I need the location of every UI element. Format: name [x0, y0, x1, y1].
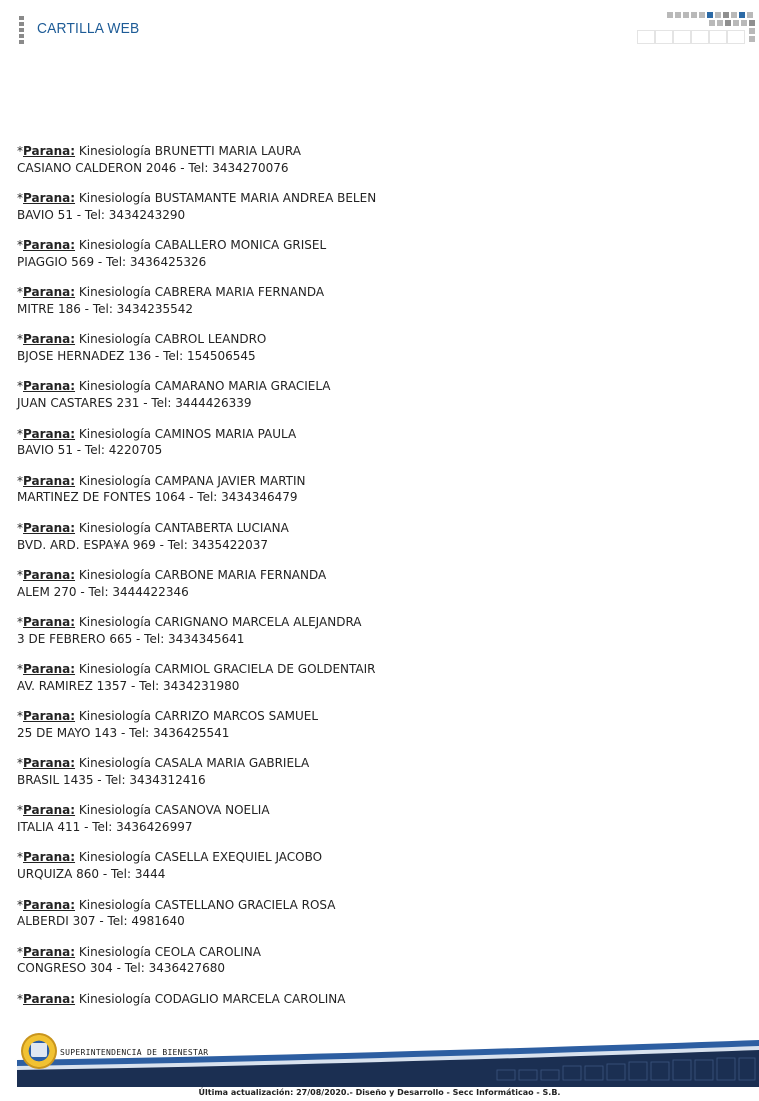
- header-accent-bar: [19, 16, 24, 46]
- provider-city: Parana:: [23, 379, 76, 394]
- provider-heading: [17, 849, 737, 866]
- entry-bullet: *: [17, 709, 23, 724]
- entry-bullet: *: [17, 238, 23, 253]
- provider-name: Kinesiología CASTELLANO GRACIELA ROSA: [78, 897, 336, 912]
- provider-address: BVD. ARD. ESPA¥A 969 - Tel: 3435422037: [17, 537, 268, 552]
- page-title: CARTILLA WEB: [37, 20, 140, 37]
- provider-entry: [17, 614, 737, 661]
- provider-entry: [17, 520, 737, 567]
- provider-name: Kinesiología CAMPANA JAVIER MARTIN: [78, 473, 306, 488]
- provider-name: Kinesiología CARIGNANO MARCELA ALEJANDRA: [78, 614, 362, 629]
- provider-heading: [17, 944, 737, 961]
- provider-city: Parana:: [23, 850, 76, 865]
- provider-name: Kinesiología CABROL LEANDRO: [78, 332, 267, 347]
- corner-outline: [709, 30, 727, 44]
- corner-square: [723, 12, 729, 18]
- provider-name: Kinesiología BRUNETTI MARIA LAURA: [78, 144, 301, 158]
- provider-address: 3 DE FEBRERO 665 - Tel: 3434345641: [17, 631, 245, 646]
- entry-bullet: *: [17, 850, 23, 865]
- provider-name: Kinesiología CASALA MARIA GABRIELA: [78, 756, 310, 771]
- corner-square: [691, 12, 697, 18]
- provider-entry: [17, 378, 737, 425]
- corner-square: [683, 12, 689, 18]
- provider-heading: [17, 143, 737, 160]
- entry-bullet: *: [17, 803, 23, 818]
- provider-address: MITRE 186 - Tel: 3434235542: [17, 302, 194, 317]
- provider-name: Kinesiología CODAGLIO MARCELA CAROLINA: [78, 991, 346, 1006]
- corner-square: [747, 12, 753, 18]
- provider-city: Parana:: [23, 285, 76, 300]
- provider-address: AV. RAMIREZ 1357 - Tel: 3434231980: [17, 678, 240, 693]
- provider-city: Parana:: [23, 709, 76, 724]
- provider-entry: [17, 802, 737, 849]
- corner-square: [739, 12, 745, 18]
- provider-city: Parana:: [23, 426, 76, 441]
- provider-address: BAVIO 51 - Tel: 3434243290: [17, 207, 186, 222]
- page-header: [0, 0, 759, 60]
- provider-city: Parana:: [23, 520, 76, 535]
- entry-bullet: *: [17, 756, 23, 771]
- last-update-note: Última actualización: 27/08/2020.- Diseño y Desarrollo - Secc Informáticao - S.B.: [198, 1088, 561, 1097]
- entry-bullet: *: [17, 473, 23, 488]
- provider-name: Kinesiología CASANOVA NOELIA: [78, 803, 270, 818]
- entry-bullet: *: [17, 567, 23, 582]
- provider-address: URQUIZA 860 - Tel: 3444: [17, 867, 166, 882]
- corner-square: [741, 20, 747, 26]
- provider-entry: [17, 473, 737, 520]
- provider-heading: [17, 708, 737, 725]
- provider-address: ALBERDI 307 - Tel: 4981640: [17, 914, 185, 929]
- provider-address: JUAN CASTARES 231 - Tel: 3444426339: [17, 396, 252, 411]
- provider-address: BAVIO 51 - Tel: 4220705: [17, 443, 163, 458]
- provider-entry: [17, 190, 737, 237]
- entry-bullet: *: [17, 944, 23, 959]
- corner-square: [675, 12, 681, 18]
- provider-address: MARTINEZ DE FONTES 1064 - Tel: 3434346479: [17, 490, 298, 505]
- organization-name: SUPERINTENDENCIA DE BIENESTAR: [60, 1048, 209, 1057]
- provider-heading: [17, 331, 737, 348]
- provider-heading: [17, 897, 737, 914]
- corner-square: [699, 12, 705, 18]
- corner-square: [667, 12, 673, 18]
- corner-square: [749, 28, 755, 34]
- entry-bullet: *: [17, 426, 23, 441]
- corner-square: [731, 12, 737, 18]
- entry-bullet: *: [17, 614, 23, 629]
- corner-outline: [727, 30, 745, 44]
- provider-entry: [17, 849, 737, 896]
- provider-address: ALEM 270 - Tel: 3444422346: [17, 584, 189, 599]
- provider-city: Parana:: [23, 944, 76, 959]
- provider-entry: [17, 237, 737, 284]
- provider-city: Parana:: [23, 803, 76, 818]
- provider-heading: [17, 237, 737, 254]
- corner-square: [709, 20, 715, 26]
- entry-bullet: *: [17, 191, 23, 206]
- provider-name: Kinesiología CAMINOS MARIA PAULA: [78, 426, 297, 441]
- provider-entry: [17, 897, 737, 944]
- corner-square: [707, 12, 713, 18]
- provider-entry: [17, 284, 737, 331]
- provider-name: Kinesiología CEOLA CAROLINA: [78, 944, 261, 959]
- provider-entry: [17, 755, 737, 802]
- provider-city: Parana:: [23, 991, 76, 1006]
- provider-entry: [17, 708, 737, 755]
- provider-heading: [17, 661, 737, 678]
- provider-city: Parana:: [23, 332, 76, 347]
- provider-name: Kinesiología CABALLERO MONICA GRISEL: [78, 238, 327, 253]
- provider-heading: [17, 426, 737, 443]
- provider-name: Kinesiología CASELLA EXEQUIEL JACOBO: [78, 850, 323, 865]
- provider-entry: [17, 944, 737, 991]
- entry-bullet: *: [17, 332, 23, 347]
- provider-heading: [17, 378, 737, 395]
- provider-address: PIAGGIO 569 - Tel: 3436425326: [17, 254, 207, 269]
- provider-city: Parana:: [23, 567, 76, 582]
- provider-heading: [17, 755, 737, 772]
- provider-city: Parana:: [23, 897, 76, 912]
- provider-name: Kinesiología BUSTAMANTE MARIA ANDREA BELEN: [78, 191, 377, 206]
- provider-heading: [17, 802, 737, 819]
- corner-decoration: [637, 12, 759, 46]
- provider-heading: [17, 567, 737, 584]
- provider-city: Parana:: [23, 473, 76, 488]
- provider-city: Parana:: [23, 662, 76, 677]
- provider-entry: [17, 426, 737, 473]
- provider-city: Parana:: [23, 191, 76, 206]
- provider-entry: [17, 567, 737, 614]
- provider-city: Parana:: [23, 756, 76, 771]
- provider-name: Kinesiología CABRERA MARIA FERNANDA: [78, 285, 325, 300]
- entry-bullet: *: [17, 991, 23, 1006]
- corner-square: [749, 20, 755, 26]
- provider-heading: [17, 614, 737, 631]
- corner-square: [733, 20, 739, 26]
- provider-heading: [17, 473, 737, 490]
- provider-heading: [17, 190, 737, 207]
- provider-city: Parana:: [23, 238, 76, 253]
- entry-bullet: *: [17, 285, 23, 300]
- provider-name: Kinesiología CARBONE MARIA FERNANDA: [78, 567, 327, 582]
- provider-list: [17, 143, 737, 1038]
- corner-square: [715, 12, 721, 18]
- corner-square: [717, 20, 723, 26]
- provider-address: BRASIL 1435 - Tel: 3434312416: [17, 773, 206, 788]
- provider-entry: [17, 331, 737, 378]
- entry-bullet: *: [17, 662, 23, 677]
- corner-outline: [655, 30, 673, 44]
- entry-bullet: *: [17, 897, 23, 912]
- entry-bullet: *: [17, 379, 23, 394]
- provider-address: CASIANO CALDERON 2046 - Tel: 3434270076: [17, 160, 289, 175]
- provider-heading: [17, 284, 737, 301]
- provider-city: Parana:: [23, 144, 76, 158]
- provider-name: Kinesiología CARRIZO MARCOS SAMUEL: [78, 709, 319, 724]
- provider-address: CONGRESO 304 - Tel: 3436427680: [17, 961, 225, 976]
- provider-heading: [17, 520, 737, 537]
- provider-name: Kinesiología CARMIOL GRACIELA DE GOLDENTAIR: [78, 662, 376, 677]
- corner-outline: [637, 30, 655, 44]
- corner-square: [749, 36, 755, 42]
- provider-name: Kinesiología CAMARANO MARIA GRACIELA: [78, 379, 331, 394]
- provider-address: BJOSE HERNADEZ 136 - Tel: 154506545: [17, 349, 256, 364]
- provider-city: Parana:: [23, 614, 76, 629]
- provider-name: Kinesiología CANTABERTA LUCIANA: [78, 520, 289, 535]
- entry-bullet: *: [17, 520, 23, 535]
- corner-square: [725, 20, 731, 26]
- corner-outline: [691, 30, 709, 44]
- provider-heading: [17, 991, 737, 1008]
- provider-entry: [17, 143, 737, 190]
- seal-emblem: [31, 1043, 47, 1057]
- provider-entry: [17, 661, 737, 708]
- provider-address: ITALIA 411 - Tel: 3436426997: [17, 820, 193, 835]
- corner-outline: [673, 30, 691, 44]
- entry-bullet: *: [17, 144, 23, 158]
- provider-address: 25 DE MAYO 143 - Tel: 3436425541: [17, 725, 230, 740]
